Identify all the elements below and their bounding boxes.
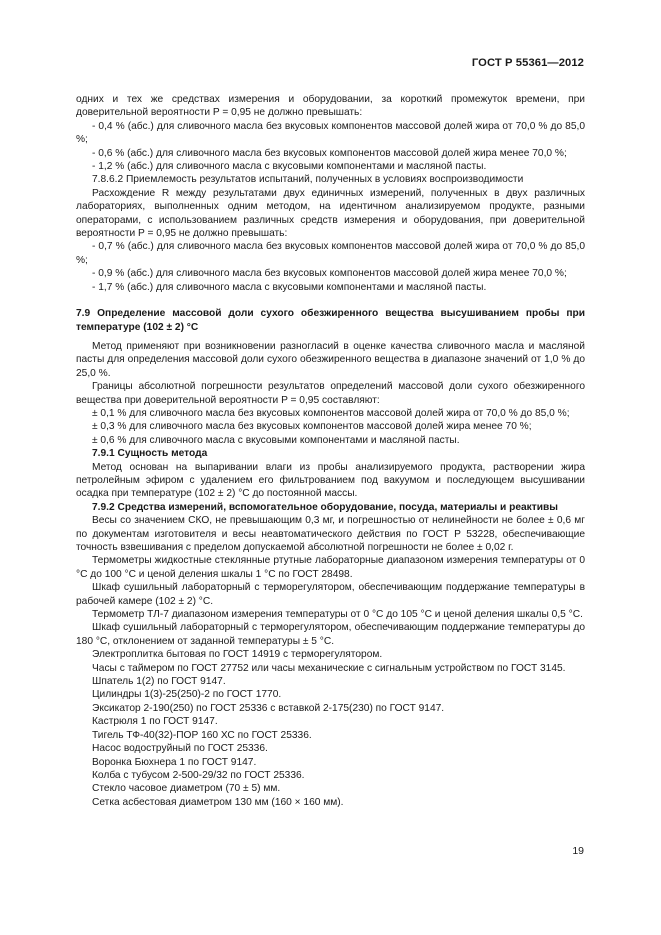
clause-heading: 7.8.6.2 Приемлемость результатов испытаний, полученных в условиях воспроизводимости (92, 174, 524, 186)
paragraph: Термометры жидкостные стеклянные ртутные лабораторные диапазоном измерения температуры от 0 °С до 100 °С и ценой деления шкалы 1 °С по ГОСТ 28498. (76, 555, 585, 580)
list-item: Кастрюля 1 по ГОСТ 9147. (92, 716, 218, 728)
subsection-heading: 7.9.1 Сущность метода (92, 448, 208, 460)
list-item: ± 0,3 % для сливочного масла без вкусовых компонентов массовой долей жира менее 70 %; (92, 421, 532, 433)
list-item: Колба с тубусом 2-500-29/32 по ГОСТ 25336. (92, 769, 305, 781)
paragraph: Границы абсолютной погрешности результатов определений массовой доли сухого обезжиренного вещества при доверительной вероятности P = 0,95 составляют: (76, 381, 585, 406)
document-body (76, 93, 585, 809)
section-heading: 7.9 Определение массовой доли сухого обезжиренного вещества высушиванием пробы при температуре (102 ± 2) °С (76, 308, 585, 333)
paragraph: одних и тех же средствах измерения и оборудовании, за короткий промежуток времени, при доверительной вероятности P = 0,95 не должно превышать: (76, 94, 585, 119)
list-item: - 0,7 % (абс.) для сливочного масла без вкусовых компонентов массовой долей жира от 70,0 % до 85,0 %; (76, 241, 585, 266)
list-item: - 0,4 % (абс.) для сливочного масла без вкусовых компонентов массовой долей жира от 70,0 % до 85,0 %; (76, 120, 585, 146)
paragraph: Термометр ТЛ-7 диапазоном измерения температуры от 0 °С до 105 °С и ценой деления шкалы 0,5 °С. (92, 609, 583, 621)
paragraph: Шкаф сушильный лабораторный с терморегулятором, обеспечивающим поддержание температуры до 180 °С, отклонением от заданной температуры ± 5 °С. (76, 622, 585, 647)
list-item: Цилиндры 1(3)-25(250)-2 по ГОСТ 1770. (92, 689, 282, 701)
page-number: 19 (572, 845, 584, 857)
list-item: Часы с таймером по ГОСТ 27752 или часы механические с сигнальным устройством по ГОСТ 3145. (92, 662, 566, 674)
subsection-heading: 7.9.2 Средства измерений, вспомогательное оборудование, посуда, материалы и реактивы (92, 501, 558, 513)
paragraph: Метод основан на выпаривании влаги из пробы анализируемого продукта, растворении жира петролейным эфиром с удалением его фильтрованием под вакуумом и последующем высушивании осадка при температуре (102 ± 2) °С до постоянной массы. (76, 461, 585, 500)
paragraph: Расхождение R между результатами двух единичных измерений, полученных в двух различных лабораториях, выполненных одним методом, на идентичном анализируемом продукте, разными операторами, с использованием различных средств измерения и оборудования, при доверительной вероятности P = 0,95 не должно превышать: (76, 187, 585, 240)
document-header: ГОСТ Р 55361—2012 (471, 57, 584, 69)
list-item: - 0,6 % (абс.) для сливочного масла без вкусовых компонентов массовой долей жира менее 70,0 %; (92, 147, 567, 159)
list-item: ± 0,6 % для сливочного масла с вкусовыми компонентами и масляной пасты. (92, 434, 460, 446)
list-item: - 0,9 % (абс.) для сливочного масла без вкусовых компонентов массовой долей жира менее 70,0 %; (92, 268, 567, 280)
paragraph: Метод применяют при возникновении разногласий в оценке качества сливочного масла и масляной пасты для определения массовой доли сухого обезжиренного вещества в диапазоне значений от 1,0 % до 25,0 %. (76, 340, 585, 379)
list-item: - 1,2 % (абс.) для сливочного масла с вкусовыми компонентами и масляной пасты. (92, 161, 487, 173)
list-item: Шпатель 1(2) по ГОСТ 9147. (92, 676, 226, 688)
list-item: Сетка асбестовая диаметром 130 мм (160 × 160 мм). (92, 796, 344, 808)
list-item: - 1,7 % (абс.) для сливочного масла с вкусовыми компонентами и масляной пасты. (92, 281, 487, 293)
list-item: Воронка Бюхнера 1 по ГОСТ 9147. (92, 756, 257, 768)
list-item: Стекло часовое диаметром (70 ± 5) мм. (92, 783, 281, 795)
list-item: ± 0,1 % для сливочного масла без вкусовых компонентов массовой долей жира от 70,0 % до 85,0 %; (92, 407, 570, 419)
list-item: Электроплитка бытовая по ГОСТ 14919 с терморегулятором. (92, 649, 383, 661)
list-item: Насос водоструйный по ГОСТ 25336. (92, 743, 268, 755)
paragraph: Весы со значением СКО, не превышающим 0,3 мг, и погрешностью от нелинейности не более ± 0,6 мг по документам изготовителя и весы неавтоматического действия по ГОСТ Р 53228, обеспечивающие точность взвешивания с пределом допускаемой абсолютной погрешности не более ± 0,02 г. (76, 515, 585, 553)
list-item: Эксикатор 2-190(250) по ГОСТ 25336 с вставкой 2-175(230) по ГОСТ 9147. (92, 702, 445, 714)
paragraph: Шкаф сушильный лабораторный с терморегулятором, обеспечивающим поддержание температуры в рабочей камере (102 ± 2) °С. (76, 582, 585, 607)
list-item: Тигель ТФ-40(32)-ПОР 160 ХС по ГОСТ 25336. (92, 729, 312, 741)
